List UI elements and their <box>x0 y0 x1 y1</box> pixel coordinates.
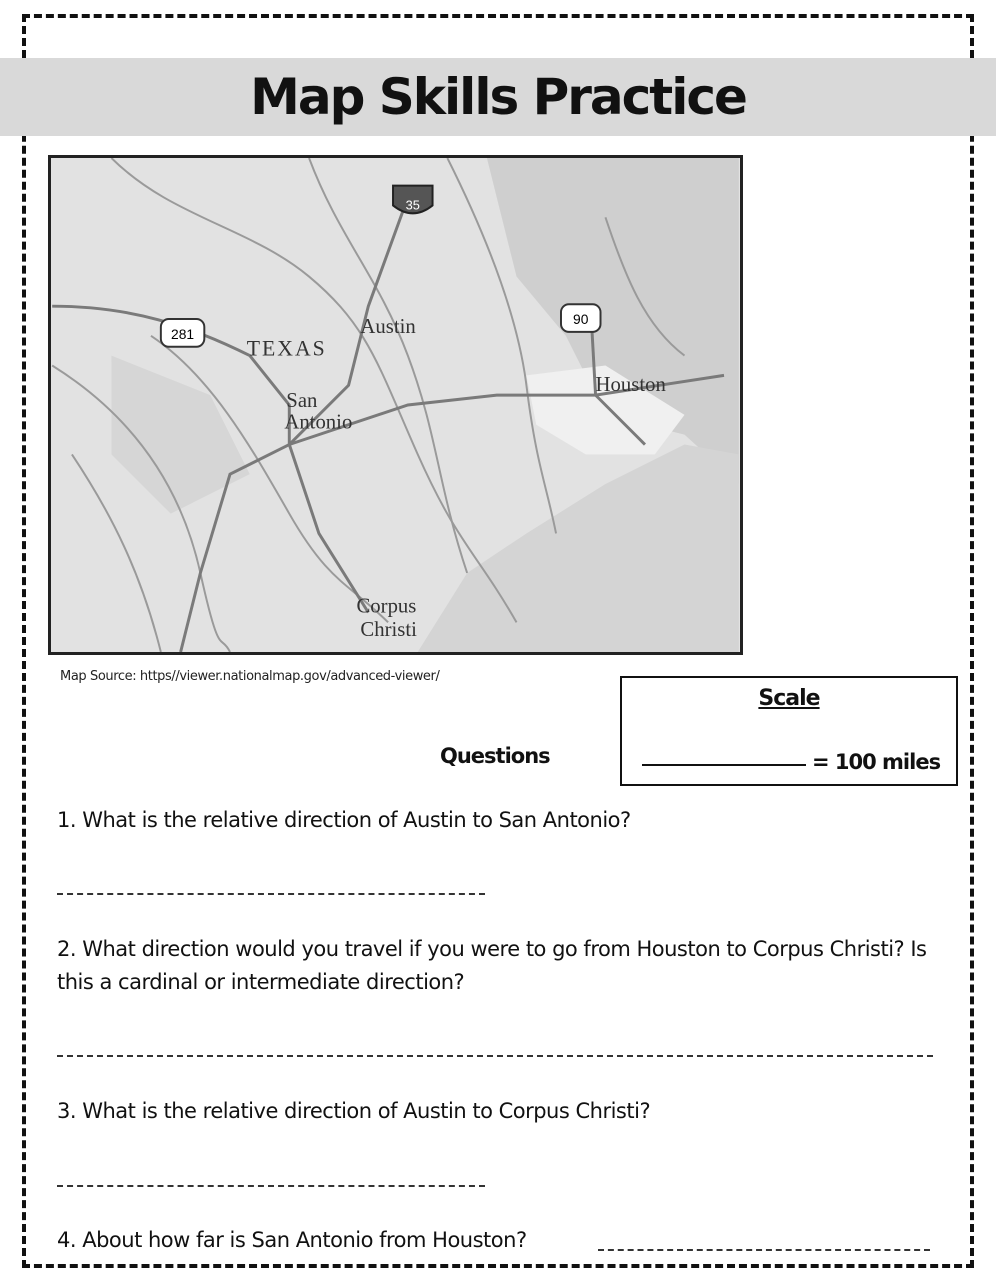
answer-blank-4[interactable] <box>598 1249 930 1251</box>
texas-map <box>48 155 743 655</box>
answer-blank-3[interactable] <box>57 1185 485 1187</box>
scale-title: Scale <box>758 686 820 711</box>
city-label-houston: Houston <box>595 374 666 397</box>
page-title: Map Skills Practice <box>250 68 746 126</box>
answer-blank-2[interactable] <box>57 1055 933 1057</box>
question-2: 2. What direction would you travel if you were to go from Houston to Corpus Christi? Is this a cardinal or intermediate direction? <box>57 937 927 994</box>
city-label-san-antonio-1: San <box>286 389 318 412</box>
city-label-san-antonio-2: Antonio <box>284 411 353 434</box>
interstate-35-shield <box>393 186 433 214</box>
question-4: 4. About how far is San Antonio from Houston? <box>57 1228 527 1252</box>
state-label: TEXAS <box>246 336 327 361</box>
scale-bar <box>642 764 806 766</box>
scale-box <box>620 676 958 786</box>
us-90-shield <box>561 304 601 332</box>
us90-label: 90 <box>573 310 589 327</box>
i35-label: 35 <box>405 197 420 213</box>
city-label-austin: Austin <box>360 315 416 338</box>
city-label-corpus-2: Christi <box>360 619 417 642</box>
questions-heading: Questions <box>440 744 550 768</box>
title-bar <box>0 58 996 136</box>
us281-label: 281 <box>171 325 195 342</box>
map-image <box>51 158 740 652</box>
scale-value: = 100 miles <box>812 750 941 774</box>
question-3: 3. What is the relative direction of Austin to Corpus Christi? <box>57 1099 651 1123</box>
question-1: 1. What is the relative direction of Austin to San Antonio? <box>57 808 631 832</box>
city-label-corpus-1: Corpus <box>356 595 417 618</box>
answer-blank-1[interactable] <box>57 893 485 895</box>
us-281-shield <box>161 319 204 347</box>
map-source-caption: Map Source: https//viewer.nationalmap.gov/advanced-viewer/ <box>60 669 440 684</box>
